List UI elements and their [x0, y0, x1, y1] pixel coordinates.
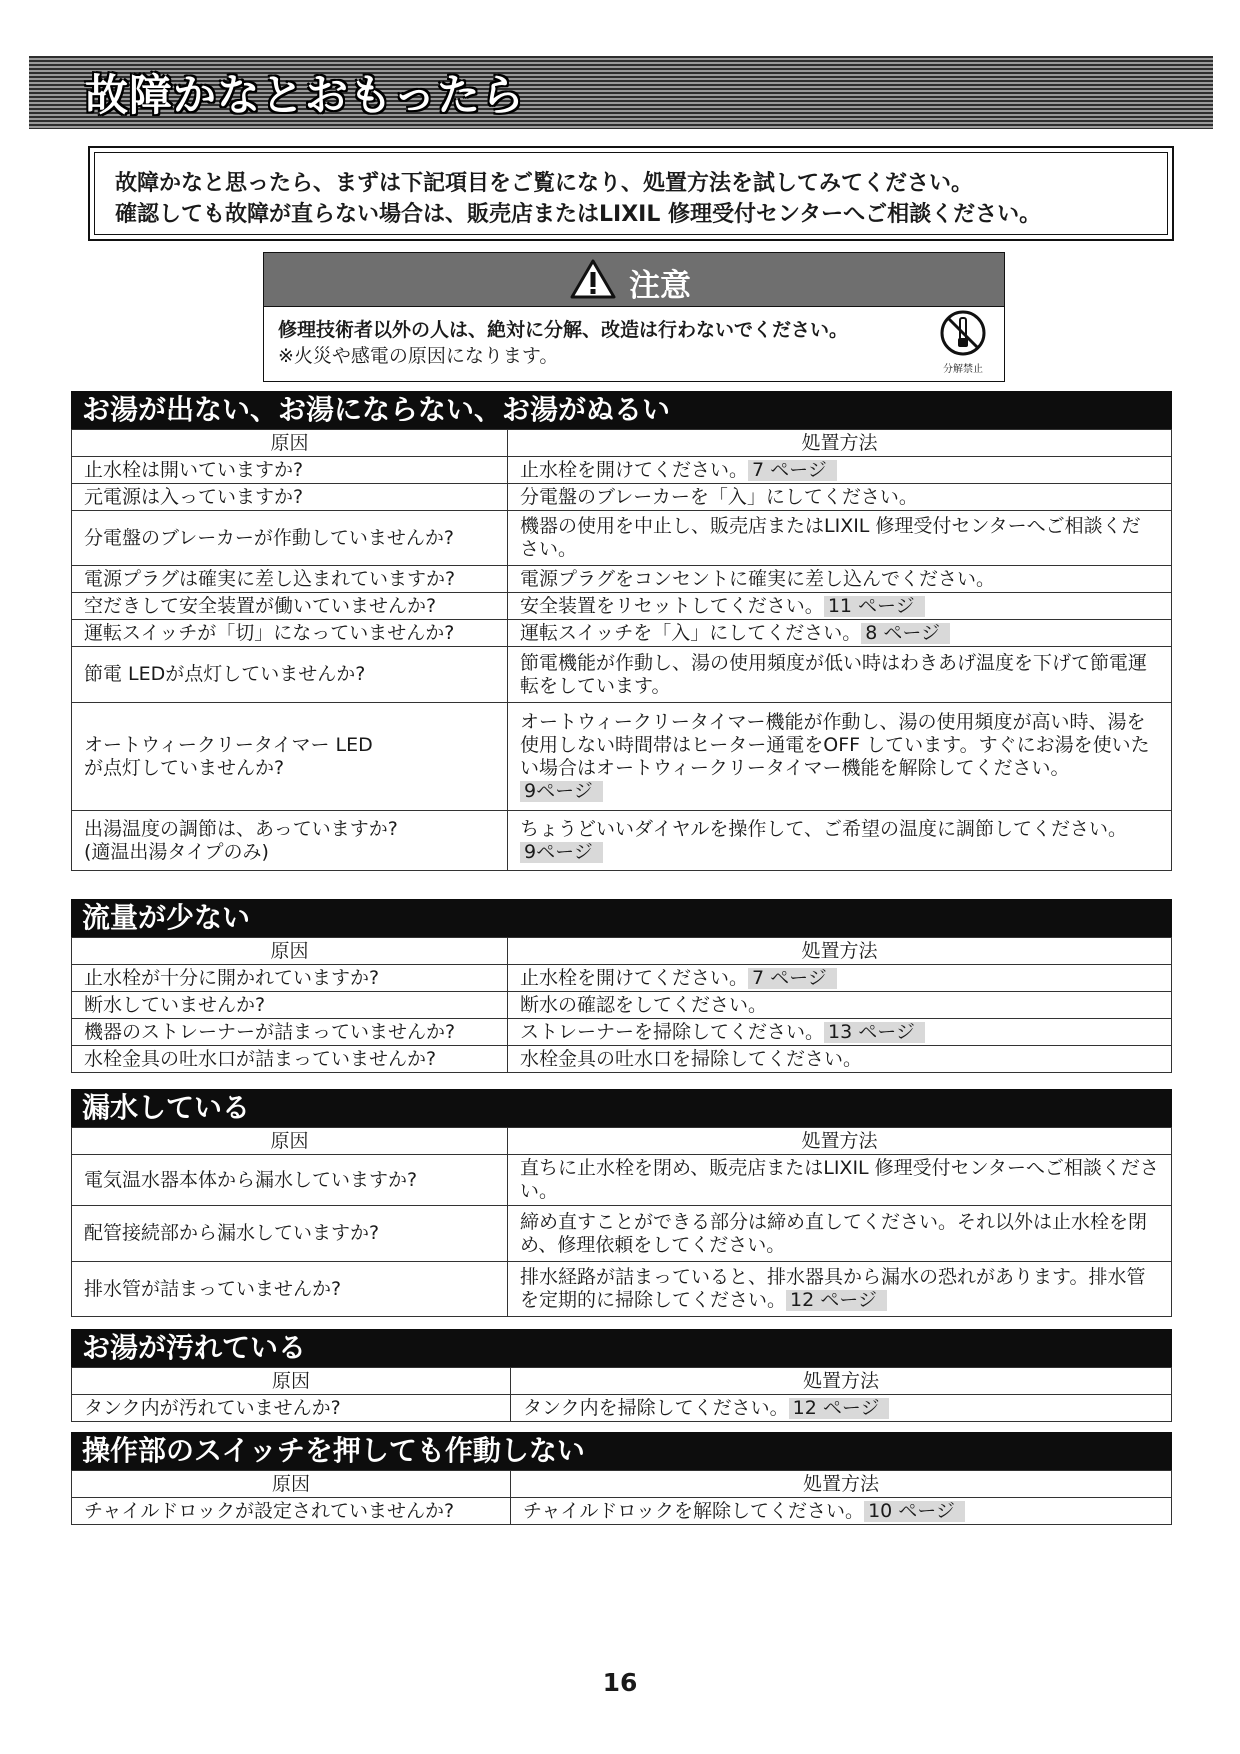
- header-remedy: 処置方法: [508, 1128, 1172, 1155]
- remedy-cell: 運転スイッチを「入」にしてください。 8 ページ: [508, 620, 1172, 647]
- table-row: [72, 1262, 1172, 1317]
- header-remedy: 処置方法: [508, 938, 1172, 965]
- cause-cell: タンク内が汚れていませんか?: [72, 1395, 511, 1422]
- table-row: [72, 484, 1172, 511]
- section-title: 操作部のスイッチを押しても作動しない: [71, 1432, 1172, 1470]
- header-remedy: 処置方法: [508, 430, 1172, 457]
- section-title: お湯が出ない、お湯にならない、お湯がぬるい: [71, 391, 1172, 429]
- page-number: 16: [602, 1668, 638, 1697]
- remedy-cell: 直ちに止水栓を閉め、販売店またはLIXIL 修理受付センターへご相談ください。: [508, 1155, 1172, 1206]
- table-header-row: [72, 1128, 1172, 1155]
- header-remedy: 処置方法: [511, 1368, 1172, 1395]
- intro-box: [88, 146, 1174, 241]
- page-reference: 7 ページ: [748, 460, 837, 481]
- remedy-cell: 機器の使用を中止し、販売店またはLIXIL 修理受付センターへご相談ください。: [508, 511, 1172, 566]
- section-title: お湯が汚れている: [71, 1329, 1172, 1367]
- cause-cell: 出湯温度の調節は、あっていますか? (適温出湯タイプのみ): [72, 811, 508, 871]
- table-row: [72, 457, 1172, 484]
- no-disassembly-icon: [938, 308, 988, 358]
- table-row: [72, 647, 1172, 703]
- cause-cell: オートウィークリータイマー LEDが点灯していませんか?: [72, 703, 508, 811]
- remedy-cell: 分電盤のブレーカーを「入」にしてください。: [508, 484, 1172, 511]
- table-row: [72, 620, 1172, 647]
- caution-title: 注意: [629, 268, 691, 304]
- header-cause: 原因: [72, 430, 508, 457]
- cause-cell: 水栓金具の吐水口が詰まっていませんか?: [72, 1046, 508, 1073]
- table-row: [72, 593, 1172, 620]
- cause-cell: 機器のストレーナーが詰まっていませんか?: [72, 1019, 508, 1046]
- table-row: [72, 811, 1172, 871]
- page-reference: 10 ページ: [864, 1501, 965, 1522]
- caution-line-2: ※火災や感電の原因になります。: [278, 345, 559, 367]
- cause-cell: 電気温水器本体から漏水していますか?: [72, 1155, 508, 1206]
- remedy-cell: オートウィークリータイマー機能が作動し、湯の使用頻度が高い時、湯を使用しない時間帯はヒーター通電をOFF しています。すぐにお湯を使いたい場合はオートウィークリータイマー機能を解除してください。 9ページ: [508, 703, 1172, 811]
- cause-cell: 配管接続部から漏水していますか?: [72, 1206, 508, 1262]
- troubleshoot-table: [71, 1127, 1172, 1317]
- remedy-cell: ちょうどいいダイヤルを操作して、ご希望の温度に調節してください。 9ページ: [508, 811, 1172, 871]
- table-row: [72, 1155, 1172, 1206]
- caution-header: [264, 253, 1004, 307]
- remedy-cell: 止水栓を開けてください。 7 ページ: [508, 965, 1172, 992]
- remedy-cell: 安全装置をリセットしてください。 11 ページ: [508, 593, 1172, 620]
- remedy-cell: 排水経路が詰まっていると、排水器具から漏水の恐れがあります。排水管を定期的に掃除してください。 12 ページ: [508, 1262, 1172, 1317]
- cause-cell: 止水栓が十分に開かれていますか?: [72, 965, 508, 992]
- cause-cell: 排水管が詰まっていませんか?: [72, 1262, 508, 1317]
- table-row: [72, 1498, 1172, 1525]
- section-title: 漏水している: [71, 1089, 1172, 1127]
- section-dirty-water: [71, 1329, 1172, 1422]
- section-switch-no-response: [71, 1432, 1172, 1525]
- header-cause: 原因: [72, 1128, 508, 1155]
- cause-note: (適温出湯タイプのみ): [84, 840, 269, 863]
- intro-line-2: 確認しても故障が直らない場合は、販売店またはLIXIL 修理受付センターへご相談ください。: [115, 202, 1042, 227]
- header-remedy: 処置方法: [511, 1471, 1172, 1498]
- header-cause: 原因: [72, 1471, 511, 1498]
- no-disassembly-sign: [933, 308, 993, 375]
- cause-cell: 空だきして安全装置が働いていませんか?: [72, 593, 508, 620]
- section-leak: [71, 1089, 1172, 1317]
- table-row: [72, 1046, 1172, 1073]
- page-reference: 8 ページ: [861, 623, 950, 644]
- cause-cell: 分電盤のブレーカーが作動していませんか?: [72, 511, 508, 566]
- cause-cell: 元電源は入っていますか?: [72, 484, 508, 511]
- table-row: [72, 566, 1172, 593]
- page-reference: 12 ページ: [786, 1290, 887, 1311]
- remedy-cell: 節電機能が作動し、湯の使用頻度が低い時はわきあげ温度を下げて節電運転をしています。: [508, 647, 1172, 703]
- troubleshoot-table: [71, 429, 1172, 871]
- page-title: 故障かなとおもったら: [85, 71, 525, 121]
- troubleshoot-table: [71, 937, 1172, 1073]
- table-header-row: [72, 430, 1172, 457]
- table-row: [72, 703, 1172, 811]
- page-reference: 12 ページ: [789, 1398, 890, 1419]
- table-row: [72, 992, 1172, 1019]
- section-title: 流量が少ない: [71, 899, 1172, 937]
- header-cause: 原因: [72, 938, 508, 965]
- remedy-cell: 水栓金具の吐水口を掃除してください。: [508, 1046, 1172, 1073]
- cause-cell: 節電 LEDが点灯していませんか?: [72, 647, 508, 703]
- remedy-cell: ストレーナーを掃除してください。 13 ページ: [508, 1019, 1172, 1046]
- page-reference: 11 ページ: [824, 596, 925, 617]
- remedy-cell: チャイルドロックを解除してください。 10 ページ: [511, 1498, 1172, 1525]
- table-header-row: [72, 1368, 1172, 1395]
- warning-triangle-icon: [569, 258, 617, 300]
- caution-line-1: 修理技術者以外の人は、絶対に分解、改造は行わないでください。: [278, 319, 849, 341]
- table-header-row: [72, 1471, 1172, 1498]
- intro-line-1: 故障かなと思ったら、まずは下記項目をご覧になり、処置方法を試してみてください。: [115, 171, 974, 196]
- remedy-cell: 締め直すことができる部分は締め直してください。それ以外は止水栓を閉め、修理依頼をしてください。: [508, 1206, 1172, 1262]
- troubleshoot-table: [71, 1470, 1172, 1525]
- page-reference: 9ページ: [520, 842, 603, 863]
- table-row: [72, 1019, 1172, 1046]
- table-row: [72, 1206, 1172, 1262]
- cause-cell: 運転スイッチが「切」になっていませんか?: [72, 620, 508, 647]
- cause-cell: チャイルドロックが設定されていませんか?: [72, 1498, 511, 1525]
- page-reference: 9ページ: [520, 781, 603, 802]
- header-cause: 原因: [72, 1368, 511, 1395]
- cause-cell: 止水栓は開いていますか?: [72, 457, 508, 484]
- remedy-cell: タンク内を掃除してください。 12 ページ: [511, 1395, 1172, 1422]
- remedy-cell: 止水栓を開けてください。 7 ページ: [508, 457, 1172, 484]
- section-no-hot-water: [71, 391, 1172, 871]
- page-reference: 13 ページ: [824, 1022, 925, 1043]
- table-row: [72, 511, 1172, 566]
- caution-box: [263, 252, 1005, 382]
- page-title-bar: [29, 56, 1213, 129]
- table-header-row: [72, 938, 1172, 965]
- cause-cell: 断水していませんか?: [72, 992, 508, 1019]
- cause-cell: 電源プラグは確実に差し込まれていますか?: [72, 566, 508, 593]
- section-low-flow: [71, 899, 1172, 1073]
- page-reference: 7 ページ: [748, 968, 837, 989]
- remedy-cell: 断水の確認をしてください。: [508, 992, 1172, 1019]
- troubleshoot-table: [71, 1367, 1172, 1422]
- remedy-cell: 電源プラグをコンセントに確実に差し込んでください。: [508, 566, 1172, 593]
- table-row: [72, 965, 1172, 992]
- table-row: [72, 1395, 1172, 1422]
- no-disassembly-label: 分解禁止: [943, 364, 983, 375]
